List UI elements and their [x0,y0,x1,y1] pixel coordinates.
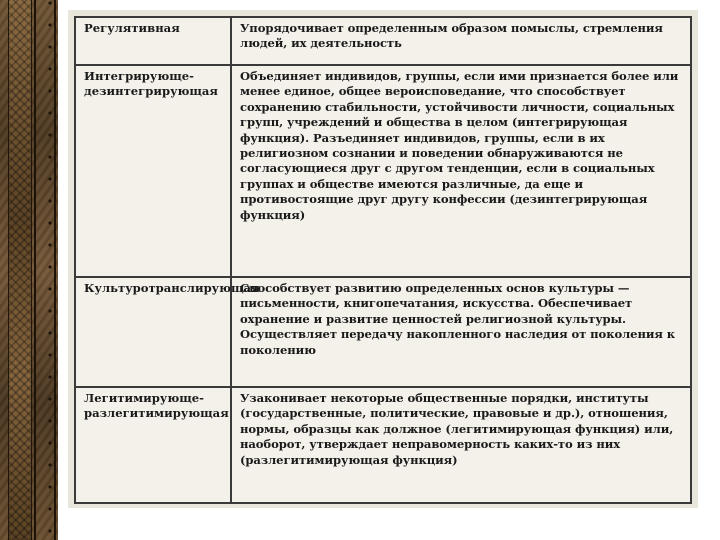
function-description-cell: Объединяет индивидов, группы, если ими признается более или менее единое, общее вероисповедание, что способствует сохранению стабильности, устойчивости личности, социальных групп, учреждений и общества в целом (интегрирующая функция). Разъединяет индивидов, группы, если в их религиозном сознании и поведении обнаруживаются не согласующиеся друг с другом тенденции, если в социальных группах и обществе имеются различные, да еще и противостоящие друг другу конфессии (дезинтегрирующая функция) [231,65,691,277]
function-name-cell: Интегрирующе-дезинтегрирующая [75,65,231,277]
function-description-cell: Узаконивает некоторые общественные порядки, институты (государственные, политические, правовые и др.), отношения, нормы, образцы как должное (легитимирующая функция) или, наоборот, утверждает неправомерность каких-то из них (разлегитимирующая функция) [231,387,691,503]
decorative-border-strip [0,0,58,540]
table-row [75,65,691,277]
function-name-cell: Культуротранслирующая [75,277,231,387]
table-row [75,387,691,503]
function-description-cell: Упорядочивает определенным образом помыслы, стремления людей, их деятельность [231,17,691,65]
religion-functions-table [74,16,692,504]
function-name-cell: Регулятивная [75,17,231,65]
table-row [75,277,691,387]
function-description-cell: Способствует развитию определенных основ культуры — письменности, книгопечатания, искусства. Обеспечивает охранение и развитие ценностей религиозной культуры. Осуществляет передачу накопленного наследия от поколения к поколению [231,277,691,387]
function-name-cell: Легитимирующе-разлегитимирующая [75,387,231,503]
table-row [75,17,691,65]
decorative-dot-column [0,0,58,540]
